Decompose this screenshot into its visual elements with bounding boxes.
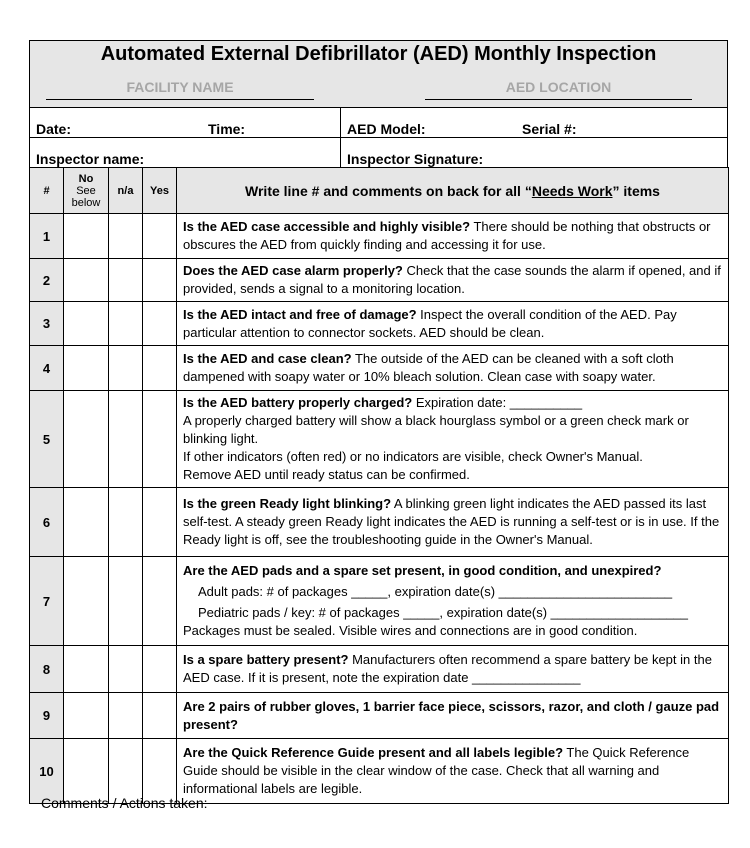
- date-field[interactable]: Date:: [36, 121, 72, 137]
- na-checkbox-cell[interactable]: [109, 391, 143, 488]
- adult-pads-line[interactable]: Adult pads: # of packages _____, expiration date(s) ________________________: [198, 584, 673, 599]
- no-checkbox-cell[interactable]: [64, 391, 109, 488]
- detail-line: Remove AED until ready status can be confirmed.: [183, 467, 470, 482]
- checklist-table: [29, 167, 729, 804]
- question-text: Is a spare battery present?: [183, 652, 349, 667]
- item-description: [177, 739, 729, 804]
- no-checkbox-cell[interactable]: [64, 693, 109, 739]
- question-text: Is the AED and case clean?: [183, 351, 352, 366]
- question-text: Are 2 pairs of rubber gloves, 1 barrier face piece, scissors, razor, and cloth / gauze pad present?: [183, 698, 720, 732]
- no-checkbox-cell[interactable]: [64, 302, 109, 346]
- item-description: [177, 346, 729, 391]
- question-text: Are the Quick Reference Guide present and all labels legible?: [183, 745, 564, 760]
- title-box: [29, 40, 728, 107]
- question-text: Is the green Ready light blinking?: [183, 496, 392, 511]
- yes-checkbox-cell[interactable]: [143, 739, 177, 804]
- item-description: [177, 391, 729, 488]
- row-number: 4: [30, 346, 64, 391]
- na-checkbox-cell[interactable]: [109, 259, 143, 302]
- time-field[interactable]: Time:: [208, 121, 246, 137]
- checklist-row: [30, 259, 729, 302]
- facility-name-underline: [46, 99, 314, 100]
- question-detail: Check that the case sounds the alarm if opened, and if provided, sends a signal to a monitoring location.: [183, 263, 721, 296]
- na-checkbox-cell[interactable]: [109, 488, 143, 557]
- yes-checkbox-cell[interactable]: [143, 259, 177, 302]
- aed-location-underline: [425, 99, 692, 100]
- question-detail: A blinking green light indicates the AED passed its last self-test. A steady green Ready light indicates the AED is running a self-test or is in use. If the Ready light is off, see the troubleshooting guide in the Owner's Manual.: [183, 496, 720, 547]
- no-checkbox-cell[interactable]: [64, 646, 109, 693]
- item-description: [177, 557, 729, 646]
- row-number: 2: [30, 259, 64, 302]
- item-description: [177, 214, 729, 259]
- inspector-name-field[interactable]: Inspector name:: [36, 151, 145, 167]
- info-row-date: [29, 107, 728, 137]
- facility-name-field[interactable]: [46, 79, 314, 95]
- inspector-signature-field[interactable]: Inspector Signature:: [347, 151, 484, 167]
- row-number: 9: [30, 693, 64, 739]
- checklist-header-row: [30, 168, 729, 214]
- row-number: 7: [30, 557, 64, 646]
- item-description: [177, 646, 729, 693]
- question-text: Is the AED intact and free of damage?: [183, 306, 417, 322]
- item-description: [177, 302, 729, 346]
- checklist-row: [30, 302, 729, 346]
- row-number: 3: [30, 302, 64, 346]
- col-header-na: n/a: [109, 168, 143, 214]
- yes-checkbox-cell[interactable]: [143, 557, 177, 646]
- yes-checkbox-cell[interactable]: [143, 646, 177, 693]
- yes-checkbox-cell[interactable]: [143, 391, 177, 488]
- item-description: [177, 259, 729, 302]
- packages-note: Packages must be sealed. Visible wires and connections are in good condition.: [183, 623, 638, 638]
- checklist-row: [30, 557, 729, 646]
- col-header-no: No See below: [64, 168, 109, 214]
- question-detail: Inspect the overall condition of the AED. Pay particular attention to connector sockets. AED should be clean.: [183, 306, 677, 340]
- info-row-inspector: [29, 137, 728, 167]
- checklist-row: [30, 214, 729, 259]
- question-detail: Manufacturers often recommend a spare battery be kept in the AED case. If it is present, note the expiration date _______________: [183, 652, 712, 685]
- question-text: Is the AED case accessible and highly visible?: [183, 219, 471, 234]
- facility-name-placeholder: FACILITY NAME: [126, 79, 234, 95]
- row-number: 5: [30, 391, 64, 488]
- checklist-row: [30, 646, 729, 693]
- question-text: Are the AED pads and a spare set present, in good condition, and unexpired?: [183, 563, 662, 578]
- na-checkbox-cell[interactable]: [109, 646, 143, 693]
- checklist-row: [30, 346, 729, 391]
- item-description: [177, 693, 729, 739]
- yes-checkbox-cell[interactable]: [143, 488, 177, 557]
- na-checkbox-cell[interactable]: [109, 214, 143, 259]
- row-number: 6: [30, 488, 64, 557]
- detail-line: A properly charged battery will show a black hourglass symbol or a green check mark or blinking light.: [183, 413, 689, 446]
- item-description: [177, 488, 729, 557]
- row-number: 8: [30, 646, 64, 693]
- col-header-number: #: [30, 168, 64, 214]
- aed-location-placeholder: AED LOCATION: [505, 79, 612, 95]
- detail-line: If other indicators (often red) or no indicators are visible, check Owner's Manual.: [183, 449, 643, 464]
- aed-model-field[interactable]: AED Model:: [347, 121, 426, 137]
- checklist-row: [30, 739, 729, 804]
- question-detail: Expiration date: __________: [412, 395, 583, 410]
- yes-checkbox-cell[interactable]: [143, 346, 177, 391]
- yes-checkbox-cell[interactable]: [143, 214, 177, 259]
- inspection-form: [29, 40, 728, 804]
- na-checkbox-cell[interactable]: [109, 739, 143, 804]
- question-text: Is the AED battery properly charged?: [183, 395, 413, 410]
- col-header-yes: Yes: [143, 168, 177, 214]
- no-checkbox-cell[interactable]: [64, 346, 109, 391]
- col-header-instructions: Write line # and comments on back for all “Needs Work” items: [177, 168, 729, 214]
- no-checkbox-cell[interactable]: [64, 259, 109, 302]
- pediatric-pads-line[interactable]: Pediatric pads / key: # of packages _____, expiration date(s) ___________________: [198, 605, 689, 620]
- question-detail: There should be nothing that obstructs or obscures the AED from quickly finding and accessing it for use.: [183, 219, 711, 252]
- no-checkbox-cell[interactable]: [64, 488, 109, 557]
- serial-number-field[interactable]: Serial #:: [522, 121, 577, 137]
- row-number: 10: [30, 739, 64, 804]
- row-number: 1: [30, 214, 64, 259]
- yes-checkbox-cell[interactable]: [143, 693, 177, 739]
- na-checkbox-cell[interactable]: [109, 346, 143, 391]
- na-checkbox-cell[interactable]: [109, 302, 143, 346]
- question-detail: The Quick Reference Guide should be visible in the clear window of the case. Check that all warning and informational labels are legible.: [183, 745, 690, 796]
- na-checkbox-cell[interactable]: [109, 557, 143, 646]
- question-detail: The outside of the AED can be cleaned with a soft cloth dampened with soapy water or 10% bleach solution. Clean case with soapy water.: [183, 351, 674, 384]
- no-checkbox-cell[interactable]: [64, 214, 109, 259]
- question-text: Does the AED case alarm properly?: [183, 263, 403, 278]
- comments-label: Comments / Actions taken:: [41, 795, 208, 811]
- checklist-row: [30, 488, 729, 557]
- checklist-row: [30, 693, 729, 739]
- checklist-row: [30, 391, 729, 488]
- na-checkbox-cell[interactable]: [109, 693, 143, 739]
- no-checkbox-cell[interactable]: [64, 739, 109, 804]
- no-checkbox-cell[interactable]: [64, 557, 109, 646]
- form-title: Automated External Defibrillator (AED) Monthly Inspection: [100, 43, 657, 65]
- aed-location-field[interactable]: [425, 79, 692, 95]
- yes-checkbox-cell[interactable]: [143, 302, 177, 346]
